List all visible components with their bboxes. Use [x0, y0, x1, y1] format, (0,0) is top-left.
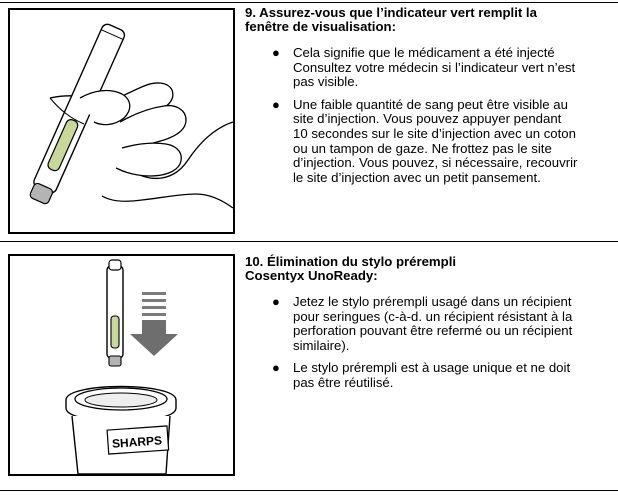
middle-rule — [0, 241, 618, 242]
step-10 — [245, 255, 613, 399]
top-rule — [0, 2, 618, 3]
bullet-line: d’injection. Vous pouvez, si nécessaire, recouvrir — [293, 155, 578, 171]
bullet-line: similaire). — [293, 337, 350, 353]
figure-sharps-disposal — [8, 254, 235, 476]
step-9-bullet-1 — [245, 46, 613, 90]
step-9 — [245, 6, 613, 193]
step-9-title-line-1: 9. Assurez-vous que l’indicateur vert remplit la — [245, 5, 537, 20]
sharps-label: SHARPS — [111, 433, 163, 451]
bullet-line: pour seringues (c-à-d. un récipient résistant à la — [293, 308, 573, 324]
bullet-line: perforation pouvant être refermé ou un récipient — [293, 323, 573, 339]
bullet-line: ou un tampon de gaze. Ne frottez pas le site — [293, 140, 552, 156]
bullet-icon: ● — [272, 360, 280, 376]
step-9-title-line-2: fenêtre de visualisation: — [245, 19, 396, 34]
step-10-title — [245, 255, 613, 283]
bullet-icon: ● — [272, 294, 280, 309]
bullet-line: le site d’injection avec un petit pansement. — [293, 169, 541, 185]
sharps-disposal-illustration — [10, 256, 233, 474]
step-10-bullet-2 — [245, 361, 613, 390]
bullet-line: Cela signifie que le médicament a été injecté — [293, 45, 555, 60]
step-10-bullet-1 — [245, 295, 613, 353]
bullet-icon: ● — [272, 45, 280, 60]
step-9-title — [245, 6, 613, 34]
bullet-line: pas être réutilisé. — [293, 374, 394, 390]
bullet-line: Consultez votre médecin si l’indicateur vert n’est — [293, 59, 576, 75]
step-9-bullet-list — [245, 46, 613, 185]
step-9-bullet-2 — [245, 98, 613, 186]
bottom-rule — [0, 490, 618, 491]
step-10-title-line-1: 10. Élimination du stylo prérempli — [245, 254, 457, 269]
bullet-line: 10 secondes sur le site d’injection avec un coton — [293, 125, 576, 141]
figure-hand-pen — [8, 8, 235, 234]
bullet-line: Le stylo prérempli est à usage unique et ne doit — [293, 360, 571, 376]
step-10-bullet-list — [245, 295, 613, 391]
bullet-line: Une faible quantité de sang peut être visible au — [293, 96, 568, 112]
bullet-icon: ● — [272, 96, 280, 112]
step-10-title-line-2: Cosentyx UnoReady: — [245, 268, 378, 283]
bullet-line: pas visible. — [293, 74, 359, 90]
bullet-line: site d’injection. Vous pouvez appuyer pendant — [293, 111, 562, 127]
down-arrow-icon — [130, 292, 178, 356]
hand-pen-illustration — [10, 10, 233, 232]
bullet-line: Jetez le stylo prérempli usagé dans un récipient — [293, 294, 572, 309]
